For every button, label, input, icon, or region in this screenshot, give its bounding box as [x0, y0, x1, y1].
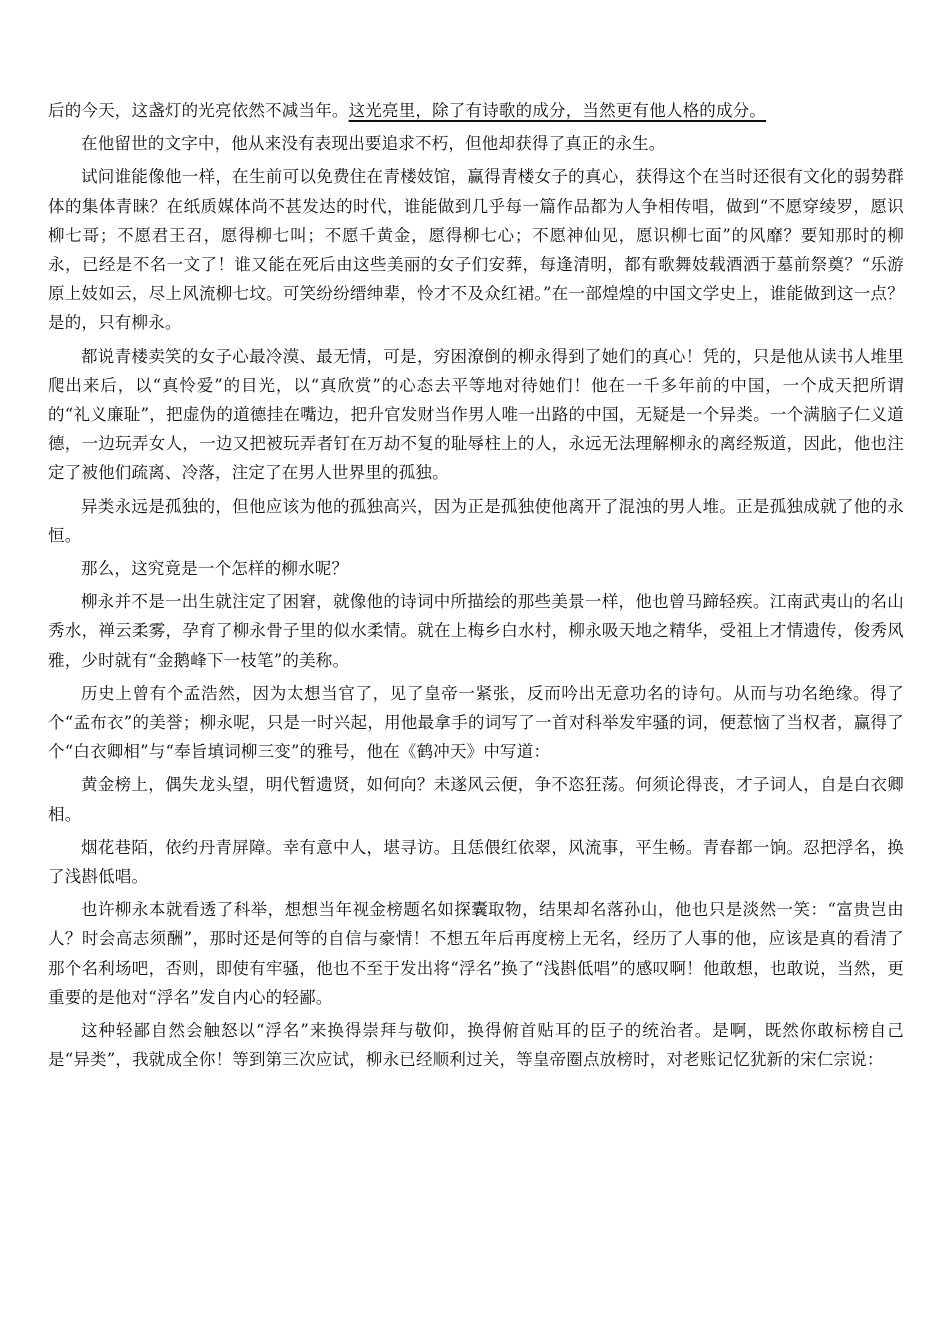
paragraph-continuation: [48, 96, 904, 125]
paragraph: 这种轻鄙自然会触怒以“浮名”来换得崇拜与敬仰，换得俯首贴耳的臣子的统治者。是啊，既然你敢标榜自己是“异类”，我就成全你！等到第三次应试，柳永已经顺利过关，等皇帝圈点放榜时，对老账记忆犹新的宋仁宗说：: [48, 1021, 904, 1070]
paragraph-text: 后的今天，这盏灯的光亮依然不减当年。: [48, 101, 349, 120]
paragraph: 异类永远是孤独的，但他应该为他的孤独高兴，因为正是孤独使他离开了混浊的男人堆。正是孤独成就了他的永恒。: [48, 496, 904, 545]
underlined-sentence: 这光亮里，除了有诗歌的成分，当然更有他人格的成分。: [348, 101, 767, 120]
poem-stanza: 烟花巷陌，依约丹青屏障。幸有意中人，堪寻访。且恁偎红依翠，风流事，平生畅。青春都一饷。忍把浮名，换了浅斟低唱。: [48, 837, 904, 887]
paragraph: 也许柳永本就看透了科举，想想当年视金榜题名如探囊取物，结果却名落孙山，他也只是淡然一笑：“富贵岂由人？时会高志须酬”，那时还是何等的自信与豪情！不想五年后再度榜上无名，经历了人事的他，应该是真的看清了那个名利场吧，否则，即使有牢骚，他也不至于发出将“浮名”换了“浅斟低唱”的感叹啊！他敢想，也敢说，当然，更重要的是他对“浮名”发自内心的轻鄙。: [48, 900, 904, 1007]
article-body: [48, 96, 904, 1079]
poem-stanza: 黄金榜上，偶失龙头望，明代暂遗贤，如何向？未遂风云便，争不恣狂荡。何须论得丧，才子词人，自是白衣卿相。: [48, 775, 904, 824]
paragraph: 历史上曾有个孟浩然，因为太想当官了，见了皇帝一紧张，反而吟出无意功名的诗句。从而与功名绝缘。得了个“孟布衣”的美誉；柳永呢，只是一时兴起，用他最拿手的词写了一首对科举发牢骚的词，便惹恼了当权者，赢得了个“白衣卿相”与“奉旨填词柳三变”的雅号，他在《鹤冲天》中写道：: [48, 683, 904, 762]
paragraph: 那么，这究竟是一个怎样的柳水呢？: [81, 559, 349, 579]
paragraph: 柳永并不是一出生就注定了困窘，就像他的诗词中所描绘的那些美景一样，他也曾马蹄轻疾。江南武夷山的名山秀水，禅云柔雾，孕育了柳永骨子里的似水柔情。就在上梅乡白水村，柳永吸天地之精华，受祖上才情遗传，俊秀风雅，少时就有“金鹅峰下一枝笔”的美称。: [48, 592, 904, 670]
paragraph: 在他留世的文字中，他从来没有表现出要追求不朽，但他却获得了真正的永生。: [81, 134, 666, 154]
paragraph: 都说青楼卖笑的女子心最冷漠、最无情，可是，穷困潦倒的柳永得到了她们的真心！凭的，只是他从读书人堆里爬出来后，以“真怜爱”的目光，以“真欣赏”的心态去平等地对待她们！他在一千多年前的中国，一个成天把所谓的“礼义廉耻”，把虚伪的道德挂在嘴边，把升官发财当作男人唯一出路的中国，无疑是一个异类。一个满脑子仁义道德，一边玩弄女人，一边又把被玩弄者钉在万劫不复的耻辱柱上的人，永远无法理解柳永的离经叛道，因此，他也注定了被他们疏离、冷落，注定了在男人世界里的孤独。: [48, 346, 904, 483]
paragraph: 试问谁能像他一样，在生前可以免费住在青楼妓馆，赢得青楼女子的真心，获得这个在当时还很有文化的弱势群体的集体青睐？在纸质媒体尚不甚发达的时代，谁能做到几乎每一篇作品都为人争相传唱，做到“不愿穿绫罗，愿识柳七哥；不愿君王召，愿得柳七叫；不愿千黄金，愿得柳七心；不愿神仙见，愿识柳七面”的风靡？要知那时的柳永，已经是不名一文了！谁又能在死后由这些美丽的女子们安葬，每逢清明，都有歌舞妓载酒洒于墓前祭奠？“乐游原上妓如云，尽上风流柳七坟。可笑纷纷缙绅辈，怜才不及众红裙。”在一部煌煌的中国文学史上，谁能做到这一点？是的，只有柳永。: [48, 167, 904, 333]
